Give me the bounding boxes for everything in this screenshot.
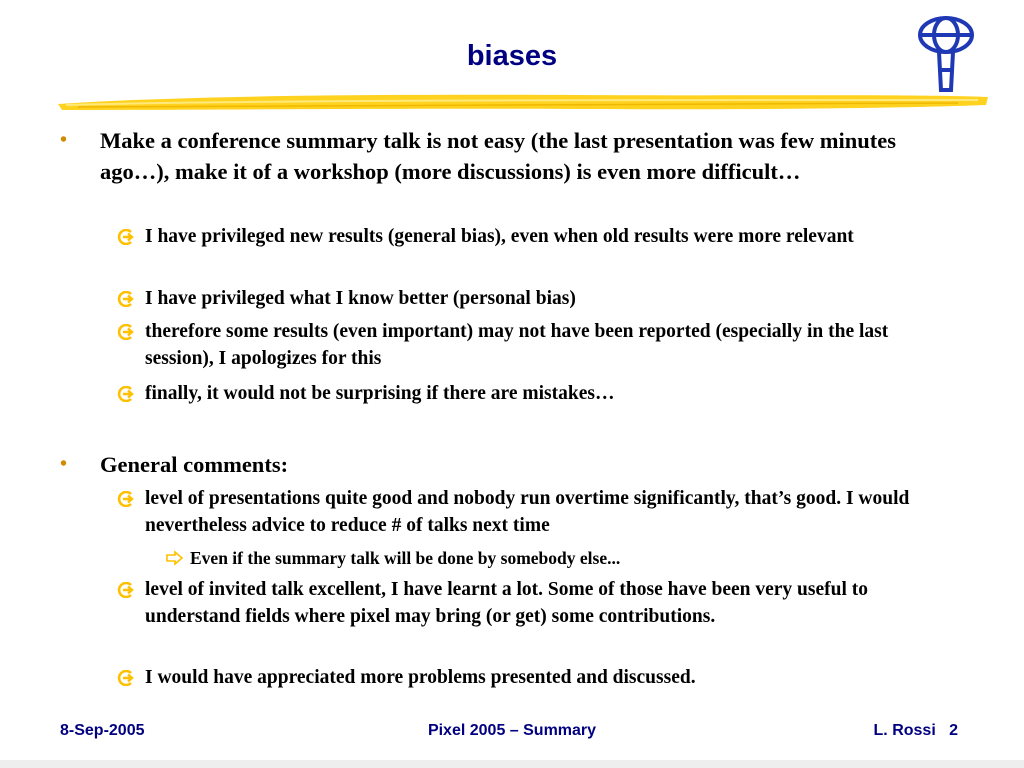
footer-title: Pixel 2005 – Summary [427, 722, 597, 739]
sub-sub-bullet-text: Even if the summary talk will be done by somebody else... [190, 548, 621, 568]
circular-arrow-bullet-icon [117, 291, 135, 307]
sub-sub-bullet [166, 546, 946, 570]
sub-bullet-text: I would have appreciated more problems presented and discussed. [145, 667, 696, 688]
sub-bullet [117, 380, 947, 407]
bullet-dot-icon: • [60, 453, 68, 475]
sub-bullet-text: I have privileged new results (general bias), even when old results were more relevant [145, 226, 854, 247]
sub-bullet [117, 664, 947, 691]
sub-bullet [117, 285, 947, 312]
sub-bullet [117, 576, 947, 630]
sub-bullet-text: level of presentations quite good and nobody run overtime significantly, that’s good. I would nevertheless advice to reduce # of talks next time [145, 488, 910, 536]
circular-arrow-bullet-icon [117, 670, 135, 686]
bottom-bar [0, 760, 1024, 768]
sub-bullet-text: finally, it would not be surprising if there are mistakes… [145, 383, 615, 404]
sub-bullet [117, 485, 947, 539]
sub-bullet [117, 223, 947, 250]
slide-title: biases [466, 40, 558, 72]
sub-bullet-text: level of invited talk excellent, I have learnt a lot. Some of those have been very useful to understand fields where pixel may bring (or get) some contributions. [145, 579, 869, 627]
bullet-text: General comments: [100, 452, 289, 477]
bullet-level1 [60, 449, 960, 480]
circular-arrow-bullet-icon [117, 582, 135, 598]
footer-author-page: L. Rossi 2 [873, 722, 958, 739]
bullet-level1 [60, 125, 960, 187]
circular-arrow-bullet-icon [117, 491, 135, 507]
circular-arrow-bullet-icon [117, 324, 135, 340]
sub-bullet [117, 318, 947, 372]
globe-antenna-logo-icon [915, 12, 977, 94]
sub-bullet-text: therefore some results (even important) may not have been reported (especially in the last session), I apologizes for this [145, 321, 889, 369]
bullet-text: Make a conference summary talk is not easy (the last presentation was few minutes ago…), make it of a workshop (more discussions) is even more difficult… [100, 128, 896, 184]
hollow-arrow-bullet-icon [166, 550, 184, 566]
circular-arrow-bullet-icon [117, 386, 135, 402]
circular-arrow-bullet-icon [117, 229, 135, 245]
sub-bullet-text: I have privileged what I know better (personal bias) [145, 288, 576, 309]
footer-date: 8-Sep-2005 [60, 722, 145, 739]
title-brush-rule [58, 88, 988, 116]
bullet-dot-icon: • [60, 129, 68, 151]
